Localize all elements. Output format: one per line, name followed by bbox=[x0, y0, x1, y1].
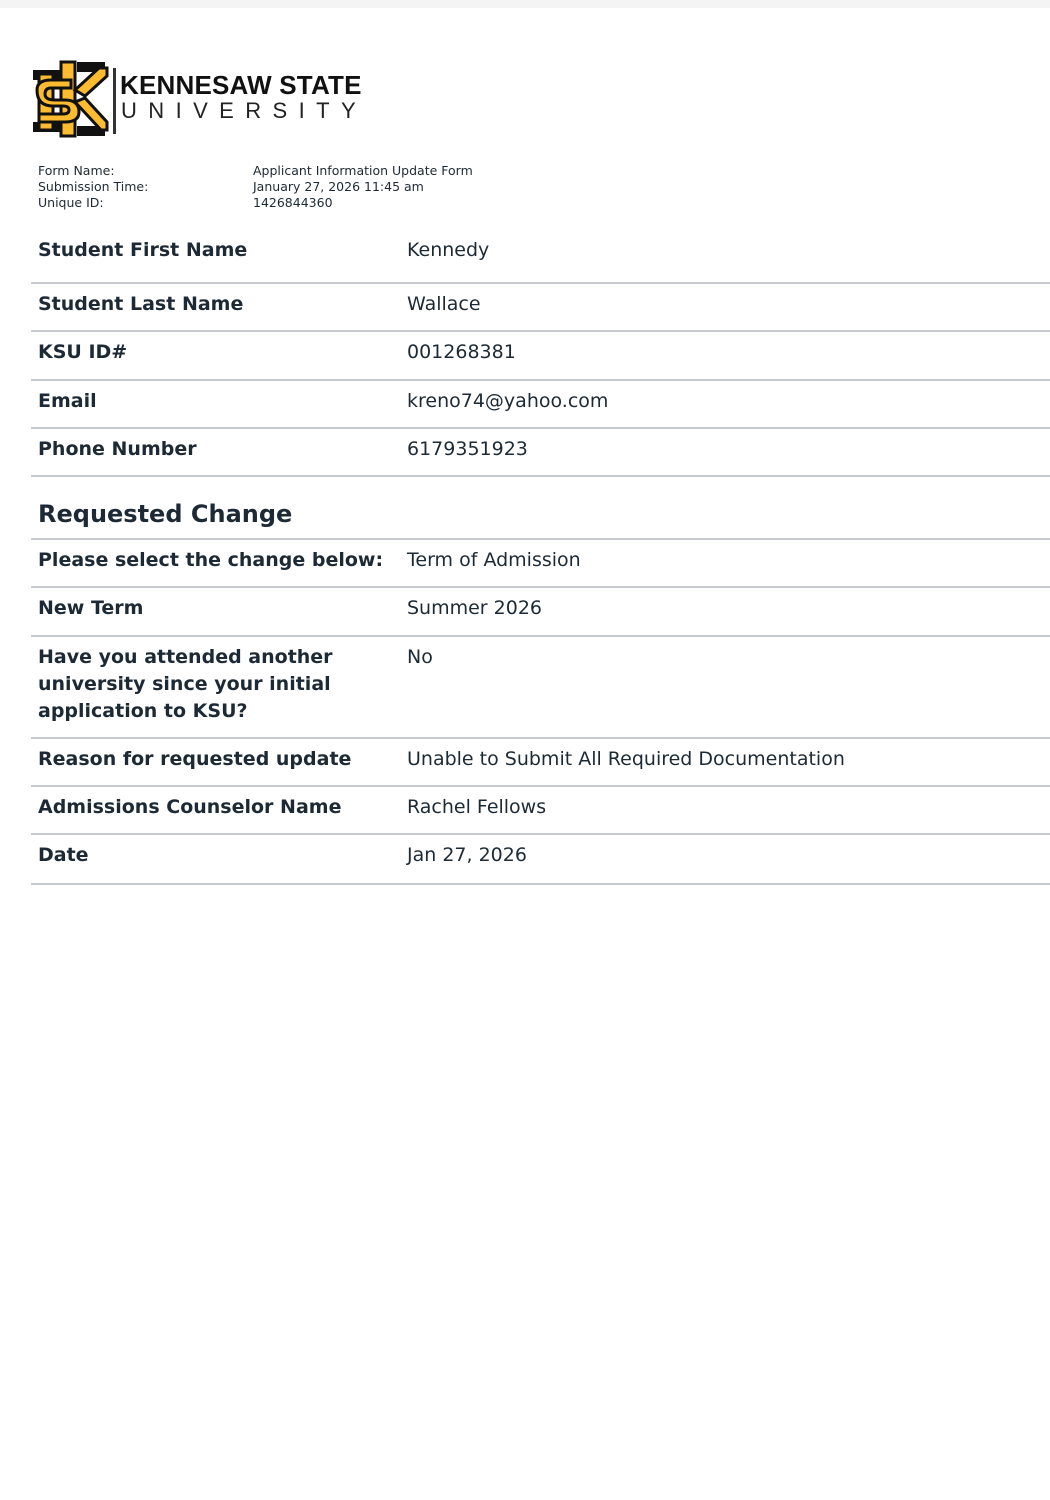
field-value: Wallace bbox=[407, 293, 481, 315]
table-row bbox=[31, 637, 1050, 739]
field-value: 6179351923 bbox=[407, 438, 528, 460]
field-label: Email bbox=[38, 390, 97, 412]
meta-label: Submission Time: bbox=[38, 179, 149, 194]
meta-value: Applicant Information Update Form bbox=[253, 163, 473, 178]
table-row bbox=[31, 588, 1050, 637]
table-row bbox=[31, 835, 1050, 885]
field-value: No bbox=[407, 646, 433, 668]
field-value: Term of Admission bbox=[407, 549, 581, 571]
table-row bbox=[31, 429, 1050, 477]
student-info-table bbox=[31, 230, 1050, 477]
field-label: Have you attended another university since your initial application to KSU? bbox=[38, 646, 333, 722]
field-value: kreno74@yahoo.com bbox=[407, 390, 609, 412]
top-strip bbox=[0, 0, 1050, 8]
field-value: Kennedy bbox=[407, 239, 490, 261]
field-label: Reason for requested update bbox=[38, 748, 352, 770]
table-row bbox=[31, 230, 1050, 284]
meta-row bbox=[38, 195, 473, 211]
submission-meta bbox=[38, 163, 473, 211]
table-row bbox=[31, 787, 1050, 835]
meta-label: Form Name: bbox=[38, 163, 115, 178]
requested-change-table bbox=[31, 538, 1050, 885]
table-row bbox=[31, 739, 1050, 787]
table-row bbox=[31, 540, 1050, 588]
brand-line-1: KENNESAW STATE bbox=[120, 70, 362, 100]
table-row bbox=[31, 284, 1050, 332]
field-label: Admissions Counselor Name bbox=[38, 796, 342, 818]
field-label: Phone Number bbox=[38, 438, 197, 460]
field-label: KSU ID# bbox=[38, 341, 128, 363]
brand-line-2: UNIVERSITY bbox=[121, 98, 368, 123]
field-label: Student First Name bbox=[38, 239, 248, 261]
meta-value: January 27, 2026 11:45 am bbox=[253, 179, 424, 194]
field-label: Student Last Name bbox=[38, 293, 244, 315]
field-value: Jan 27, 2026 bbox=[407, 844, 527, 866]
table-row bbox=[31, 381, 1050, 429]
meta-value: 1426844360 bbox=[253, 195, 333, 210]
section-heading: Requested Change bbox=[38, 500, 293, 528]
field-label: New Term bbox=[38, 597, 144, 619]
field-value: Unable to Submit All Required Documentation bbox=[407, 748, 845, 770]
field-label: Please select the change below: bbox=[38, 549, 384, 571]
field-label: Date bbox=[38, 844, 89, 866]
field-value: Summer 2026 bbox=[407, 597, 543, 619]
meta-label: Unique ID: bbox=[38, 195, 104, 210]
meta-row bbox=[38, 163, 473, 179]
table-row bbox=[31, 332, 1050, 381]
field-value: 001268381 bbox=[407, 341, 516, 363]
field-value: Rachel Fellows bbox=[407, 796, 547, 818]
meta-row bbox=[38, 179, 473, 195]
